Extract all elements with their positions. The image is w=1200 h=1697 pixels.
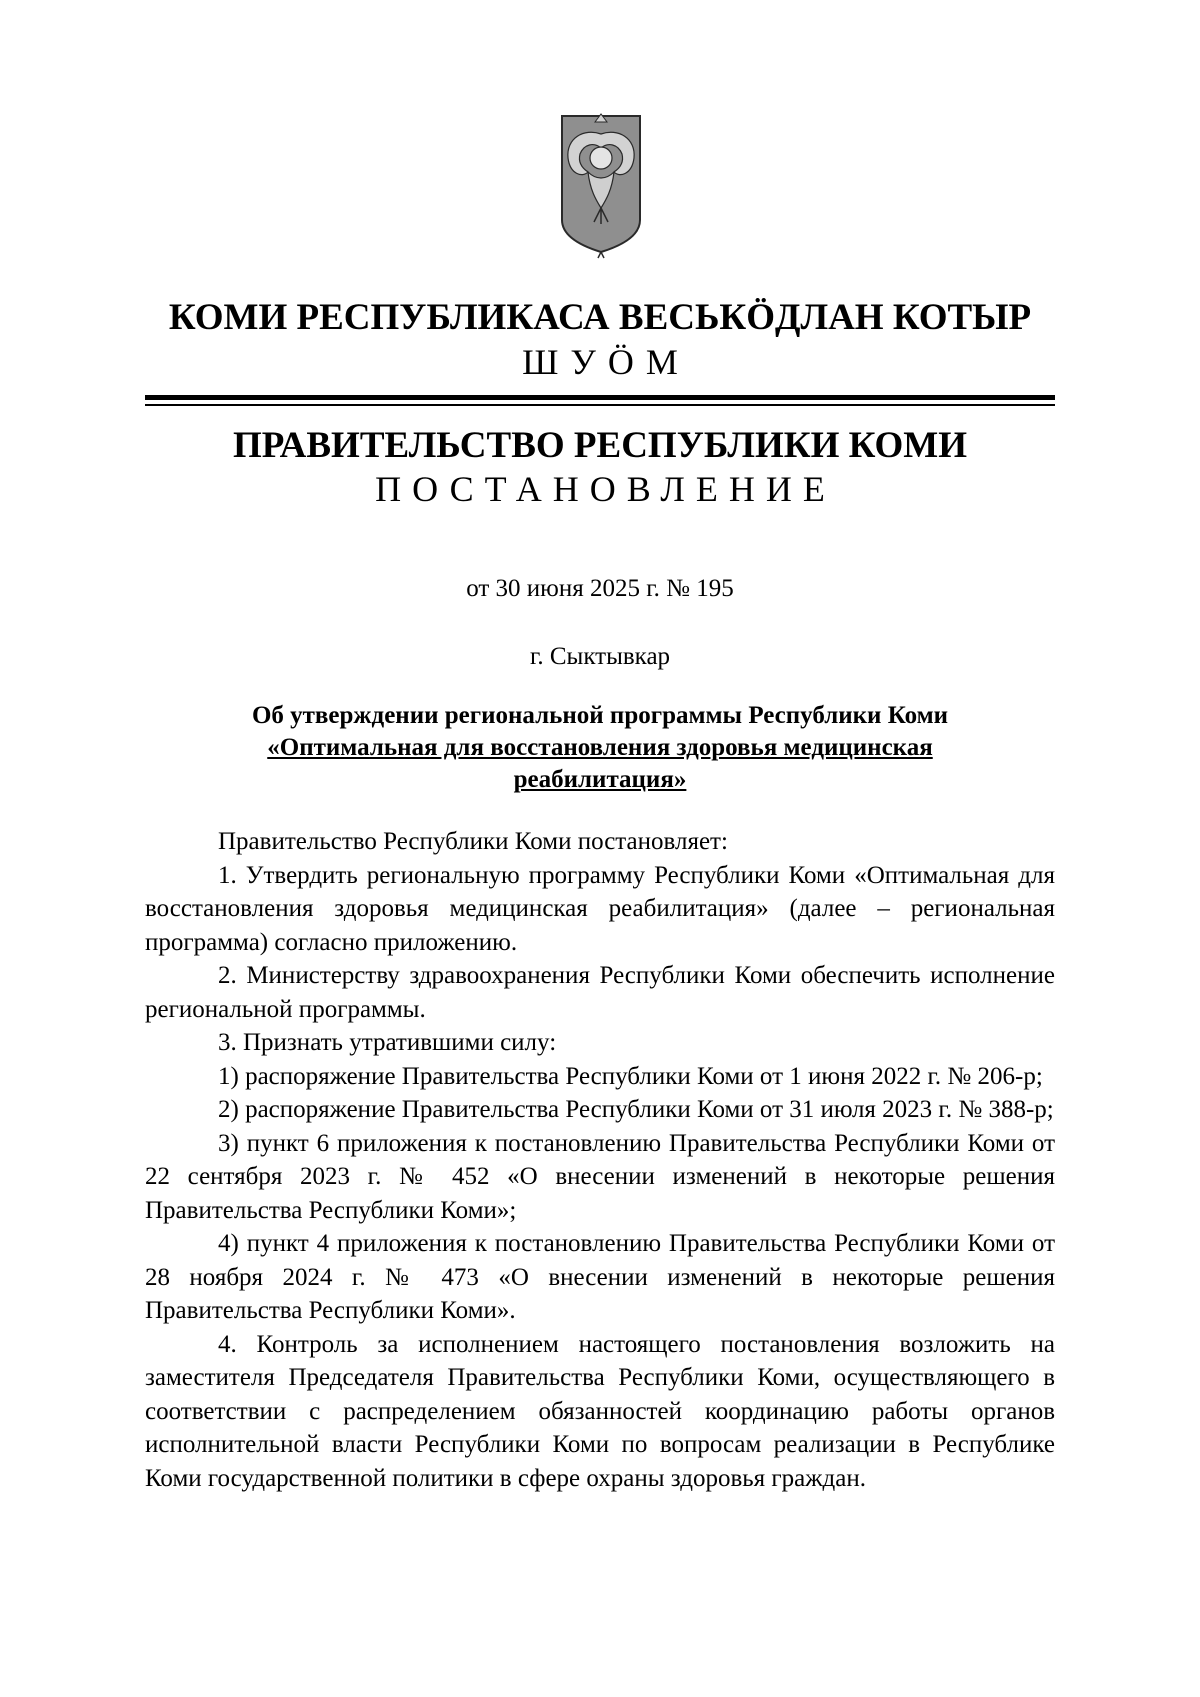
document-city: г. Сыктывкар — [529, 643, 671, 670]
document-title — [200, 700, 1000, 796]
russian-organization-name: ПРАВИТЕЛЬСТВО РЕСПУБЛИКИ КОМИ — [233, 425, 967, 466]
document-title-line: Об утверждении региональной программы Республики Коми — [251, 702, 949, 729]
emblem-ornament — [598, 252, 604, 258]
body-item-4: 4. Контроль за исполнением настоящего постановления возложить на заместителя Председателя Правительства Республики Коми, осуществляющего в соответствии с распределением обязанностей координацию работы органов исполнительной власти Республики Коми по вопросам реализации в Республике Коми государственной политики в сфере охраны здоровья граждан. — [145, 1330, 1055, 1492]
komi-coat-of-arms-icon — [558, 112, 644, 260]
document-title-program-name: «Оптимальная для восстановления здоровья медицинская реабилитация» — [267, 734, 933, 793]
body-item-3: 3. Признать утратившими силу: — [218, 1029, 557, 1056]
body-item-3-1: 1) распоряжение Правительства Республики Коми от 1 июня 2022 г. № 206-р; — [218, 1062, 1043, 1090]
header-divider-thin — [145, 404, 1055, 406]
document-body — [145, 825, 1055, 1495]
body-item-1: 1. Утвердить региональную программу Республики Коми «Оптимальная для восстановления здоровья медицинская реабилитация» (далее – региональная программа) согласно приложению. — [145, 861, 1055, 956]
body-preamble: Правительство Республики Коми постановляет: — [218, 828, 728, 855]
emblem-face — [590, 147, 612, 169]
komi-organization-name: КОМИ РЕСПУБЛИКАСА ВЕСЬКӦДЛАН КОТЫР — [168, 297, 1032, 338]
russian-document-type: ПОСТАНОВЛЕНИЕ — [375, 469, 836, 509]
body-item-3-3: 3) пункт 6 приложения к постановлению Правительства Республики Коми от 22 сентября 2023 г. № 452 «О внесении изменений в некоторые решения Правительства Республики Коми»; — [145, 1129, 1055, 1224]
body-item-3-4: 4) пункт 4 приложения к постановлению Правительства Республики Коми от 28 ноября 2024 г. № 473 «О внесении изменений в некоторые решения Правительства Республики Коми». — [145, 1230, 1055, 1324]
header-divider-thick — [145, 395, 1055, 400]
body-item-3-2: 2) распоряжение Правительства Республики Коми от 31 июля 2023 г. № 388-р; — [218, 1096, 1054, 1123]
komi-document-type: ШУӦМ — [522, 342, 690, 382]
body-item-2: 2. Министерству здравоохранения Республики Коми обеспечить исполнение региональной программы. — [145, 962, 1055, 1023]
document-date-number: от 30 июня 2025 г. № 195 — [466, 575, 734, 602]
